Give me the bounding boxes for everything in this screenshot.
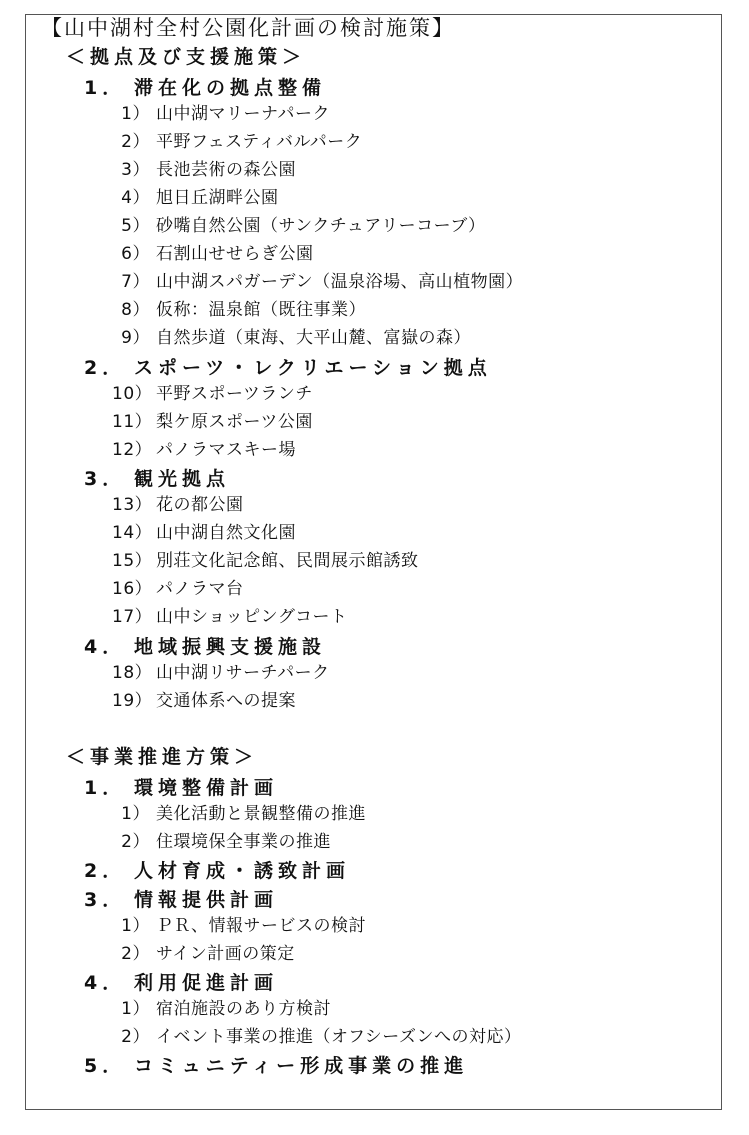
item-text: 山中湖リサーチパーク (156, 663, 330, 683)
item-text: 山中ショッピングコート (156, 607, 348, 627)
group-title: 地域振興支援施設 (134, 636, 327, 658)
item-text: 山中湖自然文化園 (156, 523, 296, 543)
group-number: 5． (84, 1055, 127, 1077)
list-item (112, 918, 366, 935)
item-number: 1） (121, 804, 150, 824)
item-text: 平野スポーツランチ (156, 384, 313, 404)
item-number: 8） (121, 300, 150, 320)
item-text: 別荘文化記念館、民間展示館誘致 (156, 551, 419, 571)
item-text: イベント事業の推進（オフシーズンへの対応） (156, 1027, 522, 1047)
item-text: 宿泊施設のあり方検討 (156, 999, 331, 1019)
item-number: 2） (121, 944, 150, 964)
group-number: 3． (84, 889, 127, 911)
list-item (112, 274, 523, 291)
group-number: 1． (84, 77, 127, 99)
list-item (112, 581, 244, 598)
group-title: 環境整備計画 (134, 777, 279, 799)
list-item (112, 1001, 331, 1018)
list-item (112, 665, 330, 682)
item-number: 16） (112, 579, 153, 599)
document-title: 【山中湖村全村公園化計画の検討施策】 (41, 16, 455, 40)
list-item (112, 330, 471, 347)
item-number: 14） (112, 523, 153, 543)
list-item (112, 693, 296, 710)
item-text: 交通体系への提案 (156, 691, 296, 711)
group-title: 滞在化の拠点整備 (134, 77, 327, 99)
group-heading (84, 1057, 468, 1076)
group-heading (84, 79, 326, 98)
group-title: 観光拠点 (134, 468, 231, 490)
item-text: パノラマ台 (156, 579, 244, 599)
group-heading (84, 470, 230, 489)
group-number: 4． (84, 636, 127, 658)
list-item (112, 806, 366, 823)
item-text: サイン計画の策定 (156, 944, 295, 964)
list-item (112, 190, 279, 207)
item-number: 2） (121, 1027, 150, 1047)
list-item (112, 525, 296, 542)
item-text: 花の都公園 (156, 495, 244, 515)
group-heading (84, 891, 278, 910)
item-text: 梨ケ原スポーツ公園 (156, 412, 313, 432)
list-item (112, 553, 419, 570)
group-title: 情報提供計画 (134, 889, 279, 911)
list-item (112, 1029, 521, 1046)
list-item (112, 946, 295, 963)
group-heading (84, 359, 492, 378)
group-number: 2． (84, 860, 127, 882)
group-number: 2． (84, 357, 127, 379)
item-text: 自然歩道（東海、大平山麓、富嶽の森） (156, 328, 471, 348)
item-number: 12） (112, 440, 153, 460)
group-title: コミュニティー形成事業の推進 (134, 1055, 469, 1077)
item-text: 石割山せせらぎ公園 (156, 244, 314, 264)
item-number: 18） (112, 663, 153, 683)
list-item (112, 414, 313, 431)
list-item (112, 834, 331, 851)
item-text: 長池芸術の森公園 (156, 160, 296, 180)
item-text: 平野フェスティバルパーク (156, 132, 363, 152)
list-item (112, 386, 313, 403)
item-text: 山中湖マリーナパーク (156, 104, 330, 124)
item-number: 3） (121, 160, 150, 180)
item-number: 5） (121, 216, 150, 236)
item-text: ＰＲ、情報サービスの検討 (156, 916, 366, 936)
list-item (112, 134, 362, 151)
item-text: 仮称：温泉館（既往事業） (156, 300, 366, 320)
item-text: 旭日丘湖畔公園 (156, 188, 279, 208)
group-number: 4． (84, 972, 127, 994)
list-item (112, 218, 485, 235)
list-item (112, 162, 296, 179)
list-item (112, 302, 366, 319)
list-item (112, 609, 347, 626)
group-title: スポーツ・レクリエーション拠点 (134, 357, 492, 379)
group-number: 3． (84, 468, 127, 490)
item-text: 美化活動と景観整備の推進 (156, 804, 366, 824)
item-number: 11） (112, 412, 153, 432)
item-text: パノラマスキー場 (156, 440, 296, 460)
item-number: 19） (112, 691, 153, 711)
group-title: 利用促進計画 (134, 972, 279, 994)
item-number: 13） (112, 495, 153, 515)
list-item (112, 442, 296, 459)
item-number: 6） (121, 244, 150, 264)
item-number: 4） (121, 188, 150, 208)
group-title: 人材育成・誘致計画 (134, 860, 351, 882)
group-heading (84, 974, 278, 993)
item-text: 住環境保全事業の推進 (156, 832, 331, 852)
item-number: 9） (121, 328, 150, 348)
list-item (112, 106, 330, 123)
item-number: 1） (121, 999, 150, 1019)
item-number: 1） (121, 104, 150, 124)
group-heading (84, 779, 278, 798)
item-number: 2） (121, 832, 150, 852)
item-text: 砂嘴自然公園（サンクチュアリーコーブ） (156, 216, 486, 236)
item-number: 10） (112, 384, 153, 404)
item-number: 17） (112, 607, 153, 627)
group-number: 1． (84, 777, 127, 799)
group-heading (84, 862, 350, 881)
section-heading: ＜拠点及び支援施策＞ (66, 46, 307, 68)
group-heading (84, 638, 326, 657)
item-number: 15） (112, 551, 153, 571)
section-heading: ＜事業推進方策＞ (66, 746, 259, 768)
list-item (112, 497, 244, 514)
item-text: 山中湖スパガーデン（温泉浴場、高山植物園） (156, 272, 524, 292)
item-number: 1） (121, 916, 150, 936)
item-number: 7） (121, 272, 150, 292)
list-item (112, 246, 314, 263)
item-number: 2） (121, 132, 150, 152)
